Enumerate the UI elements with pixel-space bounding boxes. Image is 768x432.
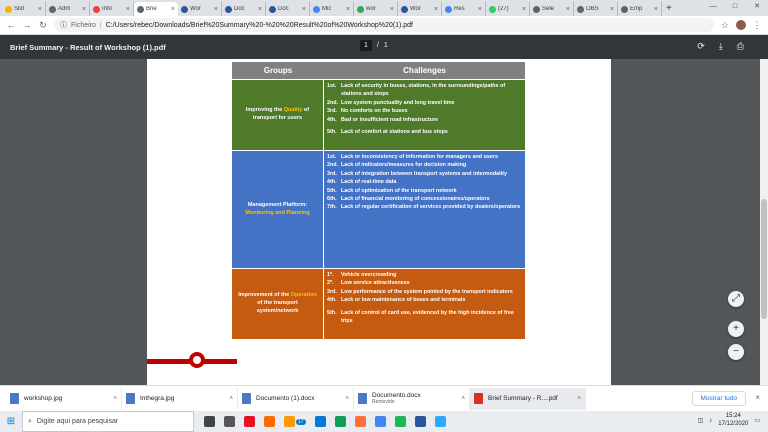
tab-close-icon[interactable]: × [477, 5, 482, 13]
challenges-table [232, 62, 525, 339]
download-name [488, 395, 572, 402]
tab-favicon-icon [401, 6, 408, 13]
table-row [232, 79, 525, 150]
tab-favicon-icon [621, 6, 628, 13]
taskbar-app-icon[interactable] [224, 416, 235, 427]
challenge-text: Lack of optimization of the transport network [341, 187, 457, 194]
network-icon[interactable]: ◫ [697, 418, 704, 425]
print-icon[interactable]: ⎙ [736, 41, 744, 51]
challenge-item [327, 203, 522, 211]
tab-title: OBS [586, 6, 599, 12]
tab-title: Brie [146, 6, 157, 12]
browser-tab[interactable] [530, 2, 574, 16]
challenge-text: No comforts on the buses [341, 108, 408, 115]
group-label-pre: Improving the [245, 107, 284, 114]
taskbar-app-icon[interactable] [415, 416, 426, 427]
challenge-rank: 1st. [327, 154, 337, 160]
clock-time: 15:24 [725, 413, 741, 419]
windows-start-icon[interactable]: ⊞ [6, 416, 16, 427]
download-name [256, 395, 340, 402]
challenge-item [327, 99, 522, 107]
challenge-text: Lack of security in buses, stations, in the surroundings/paths of stations and stops [341, 83, 506, 98]
tab-title: Wor [190, 6, 201, 12]
download-filename: workshop.jpg [24, 395, 63, 402]
download-name [372, 392, 456, 405]
system-tray [698, 413, 760, 429]
tab-title: Mic [322, 6, 332, 12]
header-challenges: Challenges [403, 66, 446, 75]
tab-favicon-icon [137, 6, 144, 13]
maximize-button[interactable]: □ [732, 3, 738, 10]
new-tab-button[interactable]: + [666, 2, 672, 14]
url-scheme-label: Ficheiro [71, 21, 96, 29]
taskbar-app-icon[interactable] [284, 416, 295, 427]
img-file-icon [126, 393, 135, 404]
menu-kebab-icon[interactable]: ⋮ [752, 19, 762, 30]
clock-date: 17/12/2020 [718, 420, 749, 427]
tab-close-icon[interactable]: × [653, 5, 658, 13]
tab-title: Adm [58, 6, 71, 12]
challenge-rank: 6th. [327, 195, 337, 202]
challenge-rank: 2nd. [327, 99, 339, 106]
tab-favicon-icon [489, 6, 496, 13]
challenges-cell [324, 80, 525, 150]
download-name [24, 395, 108, 402]
challenge-rank: 3rd. [327, 288, 337, 295]
browser-tab[interactable] [310, 2, 354, 16]
tab-title: Emp [630, 6, 643, 12]
taskbar-app-icon[interactable] [355, 416, 366, 427]
tab-title: Slid [14, 6, 25, 12]
taskbar-search[interactable] [22, 411, 194, 432]
table-row [232, 150, 525, 268]
browser-tab[interactable] [134, 2, 178, 16]
url-input[interactable] [54, 18, 714, 32]
volume-icon[interactable]: ♪ [709, 417, 713, 424]
download-name [140, 395, 224, 402]
challenge-item [327, 288, 522, 296]
challenge-rank: 4th. [327, 297, 337, 304]
taskbar-app-icon[interactable] [435, 416, 446, 427]
close-shelf-icon[interactable]: × [755, 393, 760, 402]
challenge-text: Lack or inconsistency of information for managers and users [341, 154, 498, 160]
challenge-text: Lack of indicators/measures for decision making [341, 162, 467, 169]
tab-favicon-icon [49, 6, 56, 13]
challenge-text: Low performance of the system pointed by the transport indicators [341, 288, 513, 295]
challenge-rank: 5th. [327, 187, 337, 194]
challenge-rank: 7th. [327, 204, 337, 211]
group-label [238, 292, 317, 316]
group-label-post: of transport for users [252, 107, 310, 121]
tab-title: Wor [410, 6, 421, 12]
rotate-icon[interactable]: ⟳ [697, 41, 705, 51]
download-status: Removido [372, 399, 395, 405]
address-bar [0, 16, 768, 35]
forward-icon[interactable]: → [22, 20, 32, 30]
tab-title: Info [102, 6, 113, 12]
browser-tab[interactable] [222, 2, 266, 16]
pdf-toolbar [0, 35, 768, 59]
tab-favicon-icon [181, 6, 188, 13]
challenge-text: Bad or insufficient road infrastructure [341, 116, 439, 123]
challenge-text: Low system punctuality and long travel time [341, 99, 455, 106]
tab-title: Doc [234, 6, 245, 12]
tab-close-icon[interactable]: × [37, 5, 42, 13]
tab-favicon-icon [93, 6, 100, 13]
page-number-input[interactable]: 1 [360, 40, 372, 51]
challenge-text: Vehicle overcrowding [341, 272, 397, 278]
challenge-item [327, 161, 522, 169]
challenge-text: Lack of control of card use, evidenced by the high incidence of free trips [341, 309, 514, 324]
challenge-rank: 1º. [327, 272, 334, 278]
challenge-text: Lack of real-time data [341, 179, 397, 186]
taskbar-app-icon[interactable] [315, 416, 326, 427]
download-item[interactable] [122, 388, 238, 410]
group-label-pre: Management Platform: [247, 201, 308, 208]
header-groups: Groups [263, 66, 293, 75]
tab-favicon-icon [445, 6, 452, 13]
challenge-rank: 4th. [327, 179, 337, 186]
zoom-in-button[interactable]: + [728, 321, 744, 337]
fit-to-page-button[interactable]: ⤢ [728, 291, 744, 307]
group-label-highlight: Operation [290, 292, 317, 299]
tab-favicon-icon [269, 6, 276, 13]
pdf-title: Brief Summary - Result of Workshop (1).pdf [10, 42, 166, 52]
browser-tab[interactable] [442, 2, 486, 16]
tab-close-icon[interactable]: × [521, 5, 526, 13]
tab-close-icon[interactable]: × [125, 5, 130, 13]
tab-favicon-icon [5, 6, 12, 13]
taskbar-app-icon[interactable] [204, 416, 215, 427]
browser-tab[interactable] [398, 2, 442, 16]
group-label-highlight: Monitoring and Planning [245, 209, 310, 216]
close-window-button[interactable]: ✕ [754, 3, 760, 10]
challenge-text: Lack of financial monitoring of concessionaires/operators [341, 195, 490, 202]
browser-tab[interactable] [354, 2, 398, 16]
chevron-up-icon[interactable]: ˄ [229, 395, 233, 402]
challenge-item [327, 296, 522, 304]
group-label-pre: Improvement of the [238, 292, 291, 299]
taskbar-app-icon[interactable] [335, 416, 346, 427]
challenge-item [327, 279, 522, 287]
tab-close-icon[interactable]: × [345, 5, 350, 13]
img-file-icon [10, 393, 19, 404]
download-filename: Brief Summary - R....pdf [488, 395, 558, 402]
tab-close-icon[interactable]: × [81, 5, 86, 13]
tab-close-icon[interactable]: × [257, 5, 262, 13]
browser-tab[interactable] [90, 2, 134, 16]
tab-favicon-icon [313, 6, 320, 13]
show-all-button[interactable]: Mostrar tudo [692, 391, 747, 406]
url-text: C:/Users/rebec/Downloads/Brief%20Summary%20-%20%20Result%20of%20Workshop%20(1).pdf [105, 21, 413, 29]
bookmark-star-icon[interactable]: ☆ [720, 19, 730, 30]
tab-title: Doc [278, 6, 289, 12]
download-item[interactable] [354, 388, 470, 410]
tab-title: Sele [542, 6, 555, 12]
challenge-item [327, 195, 522, 203]
challenge-text: Lack or low maintenance of buses and terminals [341, 297, 466, 304]
challenge-item [327, 170, 522, 178]
download-item[interactable] [238, 388, 354, 410]
group-cell [232, 80, 324, 150]
pdf-viewer[interactable] [0, 59, 768, 385]
group-label [238, 107, 317, 123]
scrollbar-thumb[interactable] [761, 199, 767, 319]
challenge-rank: 5th. [327, 128, 337, 135]
pdf-page [147, 59, 611, 385]
back-icon[interactable]: ← [6, 20, 16, 30]
challenges-cell [324, 269, 525, 339]
challenge-rank: 2nd. [327, 162, 339, 169]
browser-tab[interactable] [574, 2, 618, 16]
download-filename: Documento (1).docx [256, 395, 315, 402]
tab-favicon-icon [225, 6, 232, 13]
group-label-highlight: Quality [283, 107, 303, 114]
challenge-item [327, 128, 522, 136]
challenge-rank: 5th. [327, 309, 337, 316]
tab-strip [0, 0, 768, 16]
challenge-item [327, 153, 522, 161]
profile-avatar[interactable] [736, 20, 746, 30]
tab-close-icon[interactable]: × [213, 5, 218, 13]
challenge-text: Lack of comfort at stations and bus stops [341, 128, 448, 135]
tab-favicon-icon [577, 6, 584, 13]
tab-close-icon[interactable]: × [433, 5, 438, 13]
tab-close-icon[interactable]: × [565, 5, 570, 13]
decorative-red-circle [189, 352, 205, 368]
browser-tab[interactable] [486, 2, 530, 16]
browser-tab[interactable] [618, 2, 662, 16]
taskbar-badge: 17 [298, 418, 304, 425]
group-label [238, 202, 317, 218]
table-row [232, 268, 525, 339]
challenge-item [327, 309, 522, 326]
download-item[interactable] [470, 388, 586, 410]
doc-file-icon [358, 393, 367, 404]
minimize-button[interactable]: — [709, 3, 717, 10]
window-controls [702, 0, 768, 14]
chevron-up-icon[interactable]: ˄ [113, 395, 117, 402]
tab-close-icon[interactable]: × [389, 5, 394, 13]
clock[interactable] [718, 413, 748, 429]
challenge-item [327, 187, 522, 195]
pdf-file-icon [474, 393, 483, 404]
challenge-rank: 3rd. [327, 170, 337, 177]
challenge-text: Lack of regular certification of services provided by dealers/operators [341, 204, 521, 211]
zoom-out-button[interactable]: − [728, 344, 744, 360]
page-indicator [360, 40, 388, 51]
taskbar-app-icon[interactable] [375, 416, 386, 427]
table-header [232, 62, 525, 79]
challenge-item [327, 82, 522, 99]
challenge-text: Lack of integration between transport systems and intermodality [341, 170, 507, 177]
reload-icon[interactable]: ↻ [39, 19, 47, 30]
tab-close-icon[interactable]: × [609, 5, 614, 13]
challenge-item [327, 116, 522, 124]
chevron-up-icon[interactable]: ˄ [345, 395, 349, 402]
challenge-item [327, 178, 522, 186]
url-separator: | [99, 21, 102, 29]
download-item[interactable] [6, 388, 122, 410]
group-cell [232, 151, 324, 268]
download-icon[interactable]: ⤓ [718, 41, 723, 51]
info-icon[interactable]: ⓘ [60, 22, 67, 29]
taskbar-app-icon[interactable] [244, 416, 255, 427]
challenges-cell [324, 151, 525, 268]
taskbar [0, 411, 768, 432]
challenge-rank: 2º. [327, 280, 334, 287]
taskbar-app-icon[interactable] [264, 416, 275, 427]
search-icon: ⌕ [28, 417, 32, 425]
taskbar-app-icon[interactable] [395, 416, 406, 427]
challenge-rank: 3rd. [327, 108, 337, 115]
notifications-icon[interactable]: ▭ [754, 418, 760, 425]
page-separator: / [376, 42, 379, 49]
tab-close-icon[interactable]: × [170, 5, 175, 13]
tab-favicon-icon [357, 6, 364, 13]
page-total: 1 [383, 42, 388, 49]
tab-title: (27) [498, 6, 509, 12]
browser-tab[interactable] [46, 2, 90, 16]
download-filename: Documento.docx [372, 392, 421, 399]
challenge-rank: 4th. [327, 116, 337, 123]
group-cell [232, 269, 324, 339]
challenge-item [327, 271, 522, 279]
search-placeholder: Digite aqui para pesquisar [36, 418, 119, 425]
browser-tab[interactable] [178, 2, 222, 16]
chevron-up-icon[interactable]: ˄ [461, 395, 465, 402]
doc-file-icon [242, 393, 251, 404]
challenge-item [327, 107, 522, 115]
browser-tab[interactable] [2, 2, 46, 16]
group-label-post: of the transport system/network [256, 300, 299, 314]
download-filename: Inthegra.jpg [140, 395, 175, 402]
tab-close-icon[interactable]: × [301, 5, 306, 13]
challenge-rank: 1st. [327, 83, 337, 89]
downloads-shelf [0, 385, 768, 411]
browser-tab[interactable] [266, 2, 310, 16]
tab-title: wor [366, 6, 376, 12]
chevron-up-icon[interactable]: ˄ [577, 395, 581, 402]
tab-favicon-icon [533, 6, 540, 13]
tab-title: Res [454, 6, 465, 12]
scrollbar[interactable] [760, 59, 768, 385]
challenge-text: Low service attractiveness [341, 280, 410, 287]
